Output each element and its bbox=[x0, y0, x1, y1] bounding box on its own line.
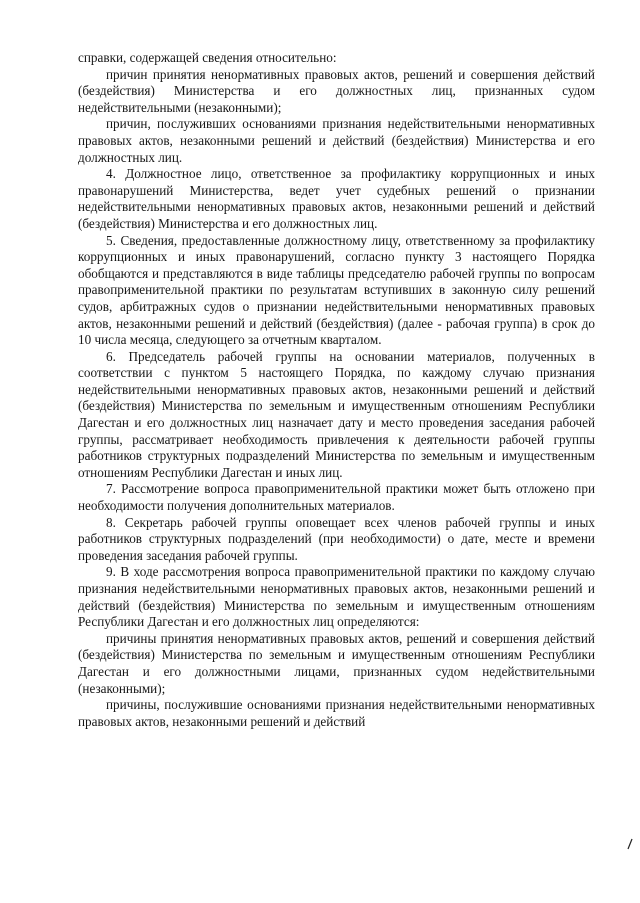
paragraph-item-7: 7. Рассмотрение вопроса правоприменительной практики может быть отложено при необходимости получения дополнительных материалов. bbox=[78, 481, 595, 514]
paragraph-item-4: 4. Должностное лицо, ответственное за профилактику коррупционных и иных правонарушений Министерства, ведет учет судебных решений о признании недействительными ненормативных правовых актов, незаконными решений и действий (бездействия) Министерства и его должностных лиц. bbox=[78, 166, 595, 231]
paragraph-item-8: 8. Секретарь рабочей группы оповещает всех членов рабочей группы и иных работников структурных подразделений (при необходимости) о дате, месте и времени проведения заседания рабочей группы. bbox=[78, 514, 595, 563]
paragraph-reasons-adoption-2: причины принятия ненормативных правовых актов, решений и совершения действий (бездействия) Министерства по земельным и имущественным отношениям Республики Дагестан и его должностными лицами, признанных судом недействительными (незаконными); bbox=[78, 630, 595, 696]
paragraph-item-9: 9. В ходе рассмотрения вопроса правоприменительной практики по каждому случаю признания недействительными ненормативных правовых актов, незаконными решений и действий (бездействия) Министерства по земельным и имущественным отношениям Республики Дагестан и его должностных лиц определяются: bbox=[78, 564, 595, 630]
document-page bbox=[78, 50, 595, 730]
paragraph-item-6: 6. Председатель рабочей группы на основании материалов, полученных в соответствии с пунктом 5 настоящего Порядка, по каждому случаю признания недействительными ненормативных правовых актов, незаконными решений и действий (бездействия) Министерства по земельным и имущественным отношениям Республики Дагестан и его должностных лиц назначает дату и место проведения заседания рабочей группы, рассматривает необходимость привлечения к деятельности рабочей группы работников структурных подразделений Министерства по земельным и имущественным отношениям Республики Дагестан и иных лиц. bbox=[78, 348, 595, 480]
paragraph-reasons-grounds-2: причины, послужившие основаниями признания недействительными ненормативных правовых актов, незаконными решений и действий bbox=[78, 697, 595, 729]
paragraph-reasons-grounds: причин, послуживших основаниями признания недействительными ненормативных правовых актов, незаконными решений и действий (бездействия) Министерства и его должностных лиц. bbox=[78, 116, 595, 165]
paragraph-item-5: 5. Сведения, предоставленные должностному лицу, ответственному за профилактику коррупционных и иных правонарушений, согласно пункту 3 настоящего Порядка обобщаются и представляются в виде таблицы председателю рабочей группы по вопросам правоприменительной практики по результатам вступивших в законную силу решений судов, арбитражных судов о признании недействительными ненормативных правовых актов, незаконными решений и действий (бездействия) (далее - рабочая группа) в срок до 10 числа месяца, следующего за отчетным кварталом. bbox=[78, 232, 595, 348]
paragraph-intro: справки, содержащей сведения относительно: bbox=[78, 50, 337, 65]
paragraph-reasons-adoption: причин принятия ненормативных правовых актов, решений и совершения действий (бездействия) Министерства и его должностных лиц, признанных судом недействительными (незаконными); bbox=[78, 66, 595, 115]
scan-mark-icon bbox=[626, 838, 633, 850]
